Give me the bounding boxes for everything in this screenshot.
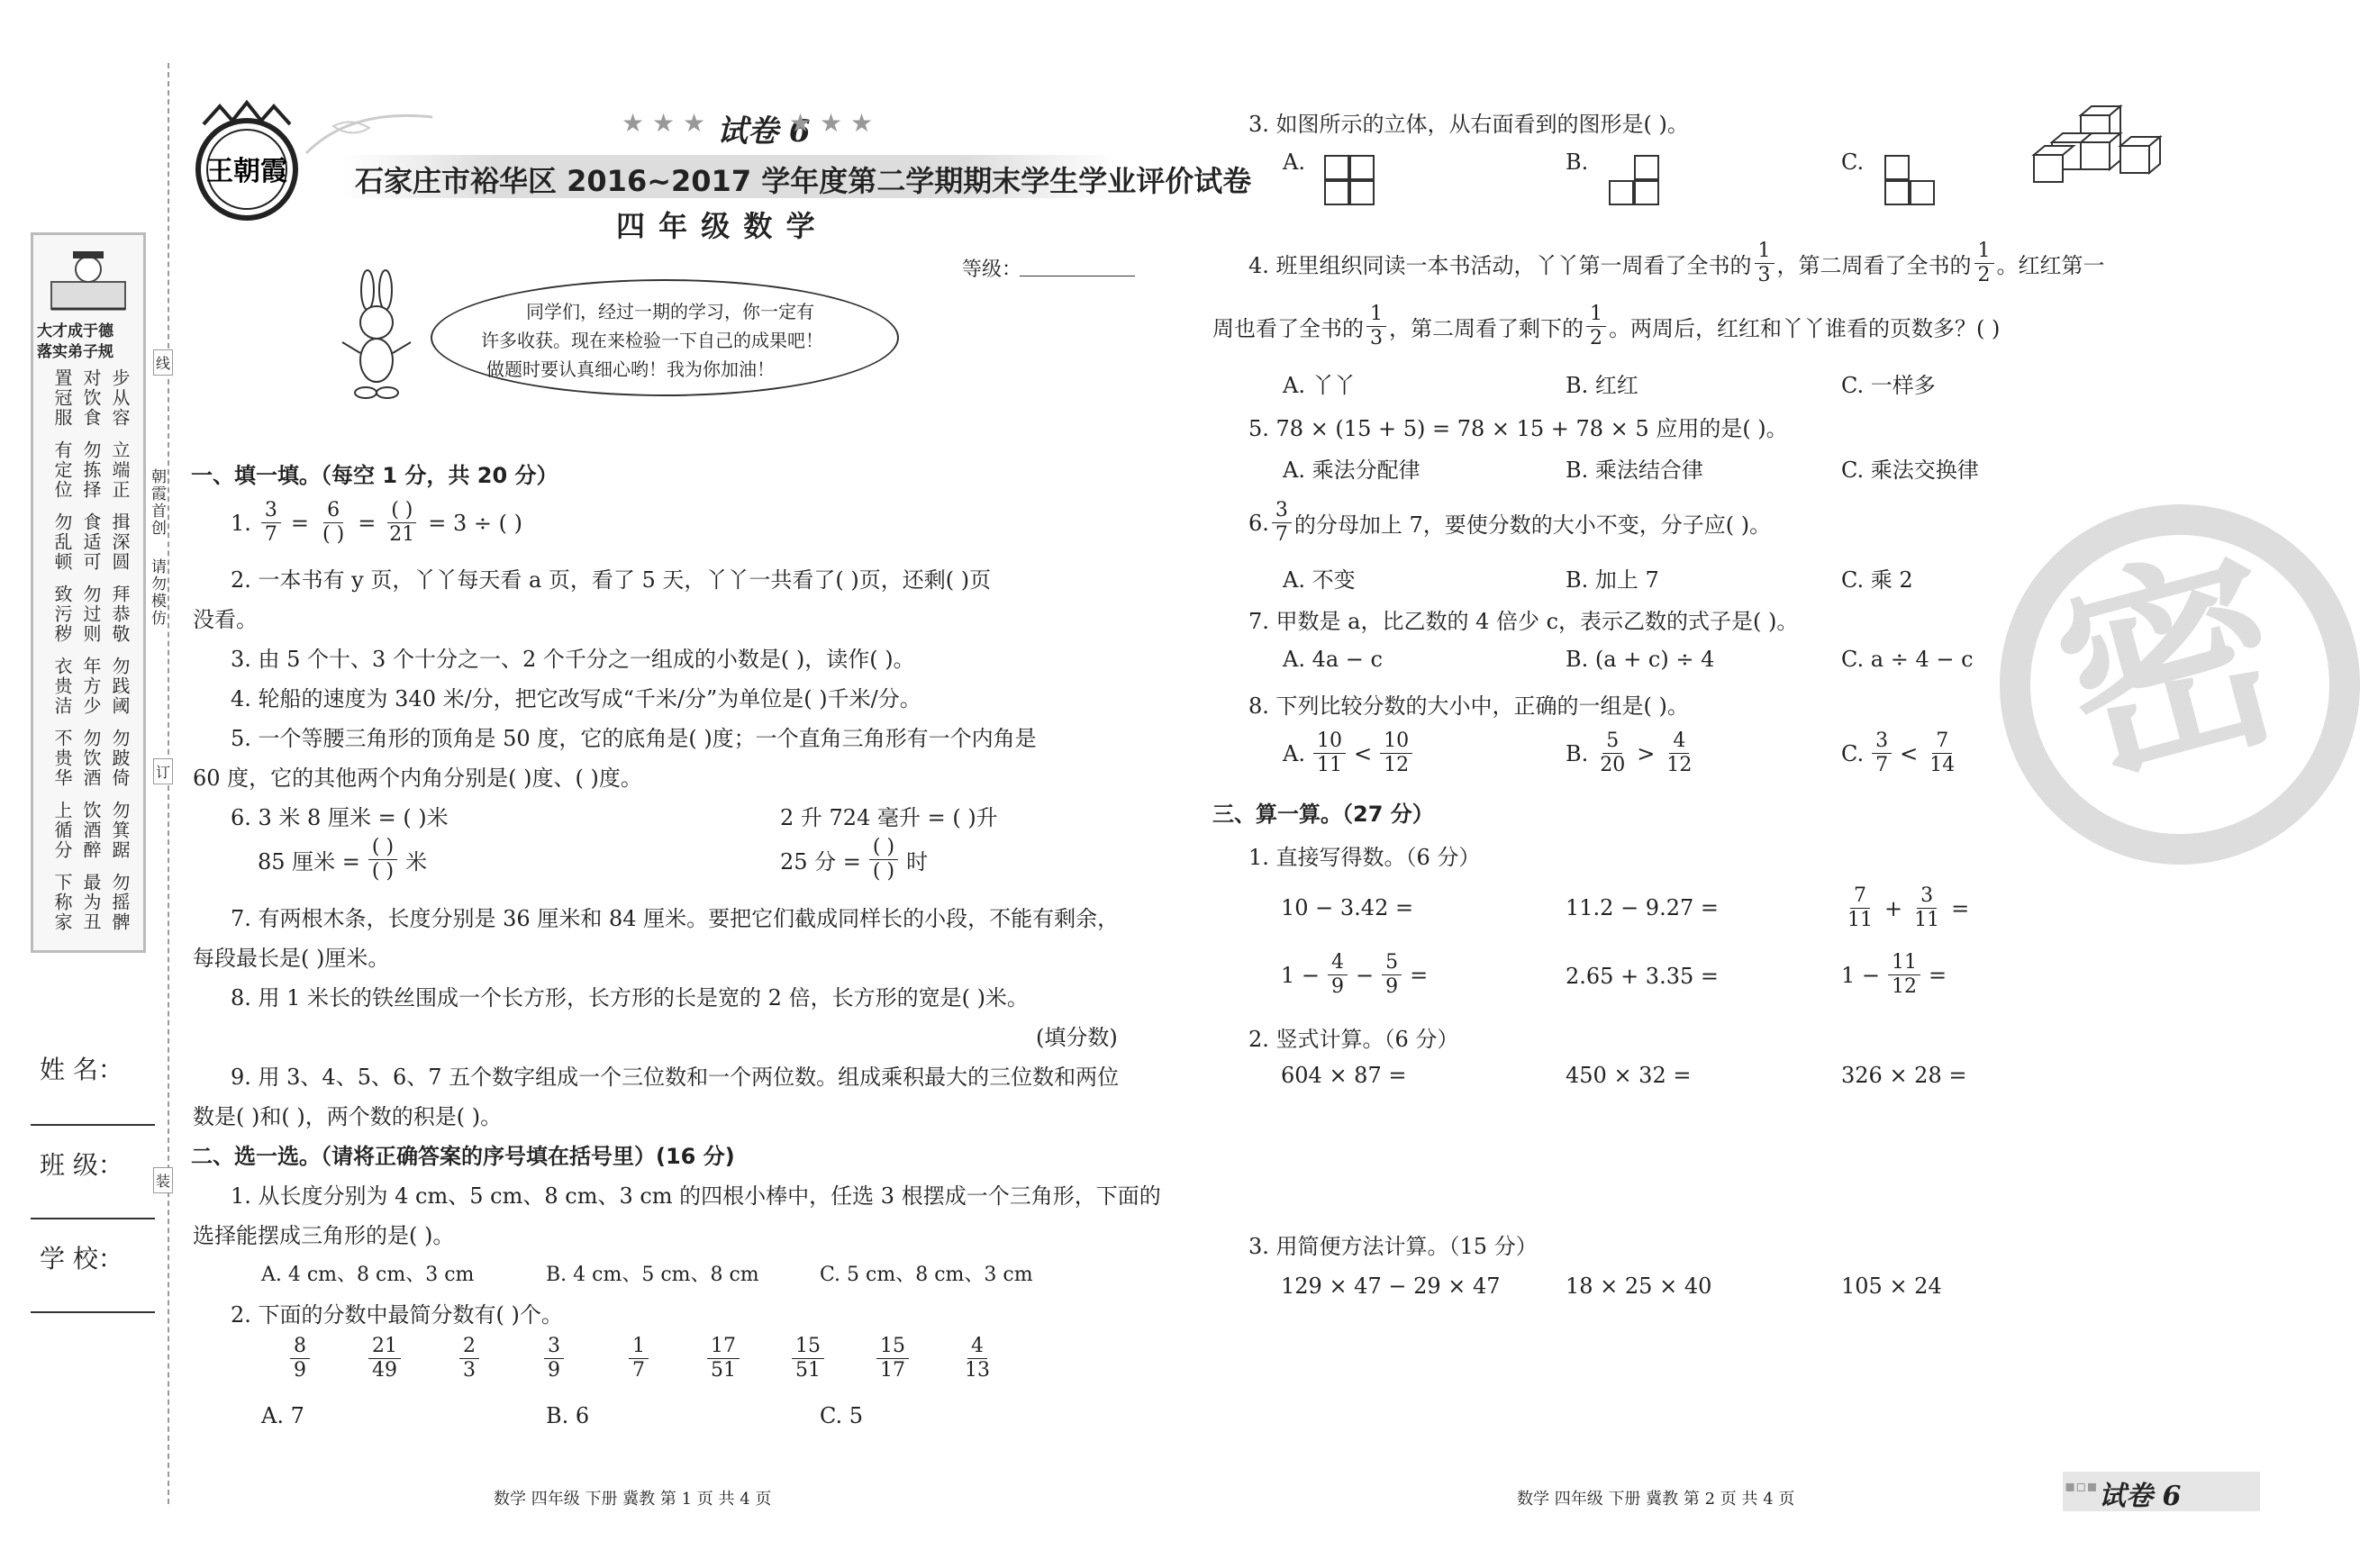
- sidebar-di-zi-gui: [31, 232, 146, 953]
- fraction: [260, 1337, 340, 1381]
- option-2-2-c[interactable]: C. 5: [820, 1403, 864, 1428]
- q6-number: 6.: [1248, 510, 1269, 536]
- q4-text-d: 周也看了全书的: [1212, 316, 1364, 341]
- fraction[interactable]: [386, 501, 418, 545]
- section3-heading: 三、算一算。（27 分）: [1212, 802, 1434, 827]
- calc-2: 11.2 − 9.27 =: [1566, 895, 1719, 920]
- denominator: 9: [548, 1359, 560, 1382]
- numerator: 4: [1328, 953, 1348, 975]
- denominator: 9: [1385, 975, 1399, 998]
- question-2-5: 5. 78 × (15 + 5) = 78 × 15 + 78 × 5 应用的是( )。: [1248, 416, 1788, 441]
- question-2-4-line2: [1212, 304, 2000, 349]
- side-note-original: 朝霞首创: [148, 468, 166, 537]
- numerator: 4: [1669, 731, 1689, 754]
- numerator: 3: [544, 1337, 564, 1359]
- simplify-calc-1: 129 × 47 − 29 × 47: [1281, 1273, 1501, 1299]
- denominator: 12: [1892, 975, 1918, 998]
- q4-text-a: 4. 班里组织同读一本书活动，丫丫第一周看了全书的: [1248, 253, 1752, 278]
- denominator: 3: [1370, 327, 1383, 349]
- option-2-3-a-label[interactable]: A.: [1283, 150, 1305, 175]
- denominator: 2: [1977, 264, 1991, 286]
- numerator: 6: [323, 501, 343, 523]
- q4-text-e: ，第二周看了剩下的: [1389, 316, 1584, 341]
- fraction: [1844, 886, 1876, 930]
- stars-left: ★ ★ ★: [622, 108, 706, 138]
- fraction: [1313, 731, 1346, 775]
- q6c-unit: 米: [405, 849, 428, 875]
- numerator: 1: [1586, 304, 1606, 327]
- denominator: 13: [965, 1359, 990, 1382]
- rule-20: 饮酒醉: [80, 801, 102, 860]
- fraction: [853, 1337, 932, 1381]
- numerator: 1: [1974, 241, 1994, 264]
- numerator: 3: [1917, 886, 1937, 909]
- numerator: 5: [1602, 731, 1622, 754]
- question-1-7-line1: 7. 有两根木条，长度分别是 36 厘米和 84 厘米。要把它们截成同样长的小段，不能有剩余，: [231, 906, 1120, 931]
- fraction: [1272, 501, 1292, 545]
- option-2-1-a[interactable]: A. 4 cm、8 cm、3 cm: [261, 1264, 475, 1286]
- numerator: 1: [1755, 241, 1775, 264]
- school-field-label: 学 校：: [40, 1244, 123, 1273]
- sidebar-rules: [51, 368, 132, 945]
- question-1-5-line1: 5. 一个等腰三角形的顶角是 50 度，它的底角是( )度；一个直角三角形有一个内角是: [231, 726, 1037, 751]
- question-2-1-line2: 选择能摆成三角形的是( )。: [193, 1223, 455, 1248]
- minus-sign: −: [1356, 962, 1375, 988]
- option-2-6-c[interactable]: C. 乘 2: [1841, 567, 1913, 593]
- fraction: [1926, 731, 1958, 775]
- numerator: 15: [876, 1337, 909, 1359]
- fraction[interactable]: [319, 501, 348, 545]
- rule-16: 勿跛倚: [109, 729, 131, 788]
- fraction: [1911, 886, 1943, 930]
- question-2-2: 2. 下面的分数中最简分数有( )个。: [231, 1302, 563, 1328]
- option-label: A.: [1283, 740, 1305, 766]
- calc4-prefix: 1 −: [1281, 962, 1321, 988]
- option-label: C.: [1841, 740, 1865, 766]
- subject-title: 四 年 级 数 学: [616, 209, 817, 243]
- vertical-calc-3: 326 × 28 =: [1841, 1063, 1967, 1088]
- rule-2: 对饮食: [80, 368, 102, 428]
- rule-13: 勿践阈: [109, 657, 131, 716]
- q2-fraction-list: [258, 1337, 1020, 1381]
- section3-sub2: 2. 竖式计算。（6 分）: [1248, 1027, 1459, 1052]
- equals-sign: =: [1410, 962, 1429, 988]
- question-1-4: 4. 轮船的速度为 340 米/分，把它改写成“千米/分”为单位是( )千米/分。: [231, 686, 921, 711]
- rule-24: 下称家: [51, 873, 73, 932]
- numerator: 11: [1888, 953, 1920, 975]
- exam-title: 石家庄市裕华区 2016~2017 学年度第二学期期末学生学业评价试卷: [355, 164, 1252, 198]
- fraction-blank[interactable]: [368, 838, 397, 882]
- q6c-label: 85 厘米 =: [258, 849, 360, 875]
- q4-text-c: 。红红第一: [1996, 253, 2105, 278]
- question-2-7: 7. 甲数是 a，比乙数的 4 倍少 c，表示乙数的式子是( )。: [1248, 609, 1799, 634]
- option-2-8-c[interactable]: [1841, 731, 1961, 775]
- question-2-8: 8. 下列比较分数的大小中，正确的一组是( )。: [1248, 693, 1689, 719]
- option-2-5-b[interactable]: B. 乘法结合律: [1566, 458, 1703, 483]
- option-2-4-a[interactable]: A. 丫丫: [1283, 373, 1356, 398]
- denominator: 3: [463, 1359, 476, 1382]
- question-1-9-line2: 数是( )和( )，两个数的积是( )。: [193, 1104, 503, 1129]
- denominator: 9: [1331, 975, 1345, 998]
- bubble-line-3: 做题时要认真细心哟！我为你加油！: [486, 358, 775, 380]
- scholar-illustration: [33, 244, 143, 316]
- denominator: 9: [294, 1359, 306, 1382]
- option-2-3-b-label[interactable]: B.: [1566, 150, 1589, 175]
- question-1-3: 3. 由 5 个十、3 个十分之一、2 个千分之一组成的小数是( )，读作( )。: [231, 647, 915, 672]
- rule-17: 勿饮酒: [80, 729, 102, 788]
- denominator: 14: [1929, 754, 1956, 776]
- calc-6: [1841, 953, 1947, 997]
- question-2-6: [1248, 501, 1771, 545]
- fraction: [261, 501, 281, 545]
- question-1-9-line1: 9. 用 3、4、5、6、7 五个数字组成一个三位数和一个两位数。组成乘积最大的三位数和两位: [231, 1065, 1120, 1090]
- q6d-unit: 时: [906, 849, 929, 875]
- numerator: 2: [459, 1337, 479, 1359]
- section3-sub1: 1. 直接写得数。（6 分）: [1248, 845, 1481, 870]
- denominator: 20: [1600, 754, 1626, 776]
- q4-text-b: ，第二周看了全书的: [1776, 253, 1972, 278]
- denominator: 49: [372, 1359, 397, 1382]
- option-2-1-c[interactable]: C. 5 cm、8 cm、3 cm: [820, 1264, 1033, 1286]
- cut-mark-ding: 订: [153, 758, 173, 784]
- option-2-7-b[interactable]: B. (a + c) ÷ 4: [1566, 647, 1715, 672]
- denominator: 7: [632, 1359, 645, 1382]
- numerator: 10: [1313, 731, 1346, 754]
- option-2-4-c[interactable]: C. 一样多: [1841, 373, 1936, 398]
- calc-1: 10 − 3.42 =: [1281, 895, 1414, 920]
- option-2-5-a[interactable]: A. 乘法分配律: [1283, 458, 1421, 483]
- numerator: 1: [629, 1337, 649, 1359]
- q6d-label: 25 分 =: [780, 849, 861, 875]
- denominator: 7: [264, 523, 277, 546]
- question-1-8-note: (填分数): [1036, 1025, 1118, 1050]
- denominator: 12: [1666, 754, 1693, 776]
- fraction: [1586, 304, 1606, 349]
- rule-11: 勿过则: [80, 585, 102, 644]
- fraction: [599, 1337, 678, 1381]
- denominator: 2: [1590, 327, 1602, 349]
- option-2-7-c[interactable]: C. a ÷ 4 − c: [1841, 647, 1974, 672]
- bubble-line-1: 同学们，经过一期的学习，你一定有: [526, 301, 814, 322]
- rule-3: 置冠服: [51, 368, 73, 428]
- question-2-4-line1: [1248, 241, 2105, 286]
- numerator-blank[interactable]: ( ): [368, 838, 397, 860]
- numerator: 3: [261, 501, 281, 523]
- cut-mark-zhuang: 装: [153, 1167, 173, 1193]
- vertical-calc-1: 604 × 87 =: [1281, 1063, 1407, 1088]
- option-2-5-c[interactable]: C. 乘法交换律: [1841, 458, 1979, 483]
- fraction: [938, 1337, 1017, 1381]
- option-2-7-a[interactable]: A. 4a − c: [1283, 647, 1383, 672]
- denominator: 12: [1384, 754, 1410, 776]
- question-1-6b: 2 升 724 毫升 = ( )升: [780, 805, 998, 830]
- section2-heading: 二、选一选。（请将正确答案的序号填在括号里）(16 分): [191, 1144, 735, 1169]
- rule-5: 勿拣择: [80, 440, 102, 500]
- numerator: 15: [792, 1337, 824, 1359]
- footer-left: 数学 四年级 下册 冀教 第 1 页 共 4 页: [494, 1490, 772, 1509]
- question-1-6d: [780, 838, 928, 882]
- question-1-6c: [258, 838, 427, 882]
- sidebar-title-2: 落实弟子规: [37, 343, 113, 361]
- denominator: 7: [1275, 523, 1288, 546]
- option-2-8-a[interactable]: [1283, 731, 1415, 775]
- numerator: 10: [1380, 731, 1412, 754]
- question-1-5-line2: 60 度，它的其他两个内角分别是( )度、( )度。: [193, 766, 642, 791]
- denominator-blank[interactable]: ( ): [322, 523, 345, 546]
- fraction-blank[interactable]: [869, 838, 898, 882]
- fraction: [430, 1337, 509, 1381]
- calc-5: 2.65 + 3.35 =: [1566, 964, 1719, 989]
- question-1-7-line2: 每段最长是( )厘米。: [193, 946, 390, 971]
- denominator-blank[interactable]: ( ): [872, 860, 895, 883]
- numerator: 7: [1932, 731, 1952, 754]
- fraction: [345, 1337, 424, 1381]
- denominator: 11: [1316, 754, 1342, 776]
- grade-label: 等级：: [962, 258, 1022, 281]
- q1-number: 1.: [231, 510, 251, 536]
- denominator: 11: [1914, 909, 1940, 931]
- footer-squares: ▪▫▪: [2065, 1477, 2098, 1496]
- rule-4: 立端正: [109, 440, 131, 500]
- sidebar-title-1: 大才成于德: [37, 322, 113, 340]
- denominator-blank[interactable]: ( ): [371, 860, 395, 883]
- question-1-2-line2: 没看。: [193, 607, 258, 632]
- simplify-calc-2: 18 × 25 × 40: [1566, 1273, 1712, 1299]
- class-field-label: 班 级：: [40, 1150, 123, 1180]
- q6-text: 的分母加上 7，要使分数的大小不变，分子应( )。: [1293, 512, 1772, 538]
- equals-sign: =: [1951, 895, 1970, 921]
- rule-14: 年方少: [80, 657, 102, 716]
- fraction: [514, 1337, 594, 1381]
- rule-19: 勿箕踞: [109, 801, 131, 860]
- rule-9: 勿乱顿: [51, 512, 73, 572]
- question-2-1-line1: 1. 从长度分别为 4 cm、5 cm、8 cm、3 cm 的四根小棒中，任选 3 根摆成一个三角形，下面的: [231, 1183, 1161, 1209]
- fraction: [768, 1337, 848, 1381]
- brand-name-text: 王朝霞: [206, 156, 287, 187]
- comparison-sign: <: [1900, 740, 1919, 766]
- fraction: [1328, 953, 1348, 997]
- numerator: 4: [967, 1337, 987, 1359]
- q4-text-f: 。两周后，红红和丫丫谁看的页数多？( ): [1609, 316, 2001, 341]
- fraction: [1366, 304, 1386, 349]
- rule-1: 步从容: [109, 368, 131, 428]
- fraction: [1755, 241, 1775, 286]
- numerator: 21: [368, 1337, 401, 1359]
- numerator: 5: [1382, 953, 1402, 975]
- footer-tag: 试卷 6: [2099, 1481, 2182, 1512]
- question-1-8: 8. 用 1 米长的铁丝围成一个长方形，长方形的长是宽的 2 倍，长方形的宽是( )米。: [231, 985, 1029, 1011]
- question-2-3: 3. 如图所示的立体，从右面看到的图形是( )。: [1248, 112, 1689, 137]
- rule-21: 上循分: [51, 801, 73, 860]
- fraction: [684, 1337, 763, 1381]
- numerator: 8: [290, 1337, 310, 1359]
- fraction: [1888, 953, 1920, 997]
- option-2-2-a[interactable]: A. 7: [261, 1403, 304, 1428]
- denominator: 51: [795, 1359, 821, 1382]
- fraction: [1974, 241, 1994, 286]
- fraction: [1380, 731, 1412, 775]
- numerator: 3: [1872, 731, 1892, 754]
- fraction: [1663, 731, 1695, 775]
- fraction: [1872, 731, 1892, 775]
- denominator: 51: [711, 1359, 736, 1382]
- calc-4: [1281, 953, 1428, 997]
- rule-6: 有定位: [51, 440, 73, 500]
- option-2-1-b[interactable]: B. 4 cm、5 cm、8 cm: [546, 1264, 759, 1286]
- option-2-8-b[interactable]: [1566, 731, 1698, 775]
- denominator: 11: [1847, 909, 1873, 931]
- name-field-label: 姓 名：: [40, 1055, 123, 1084]
- denominator: 3: [1757, 264, 1771, 286]
- rule-15: 衣贵洁: [51, 657, 73, 716]
- name-field-line[interactable]: [31, 1124, 155, 1126]
- rabbit-illustration: [333, 270, 423, 405]
- bubble-line-2: 许多收获。现在来检验一下自己的成果吧！: [481, 330, 823, 351]
- side-note-no-copy: 请勿模仿: [148, 558, 166, 627]
- numerator: 7: [1850, 886, 1870, 909]
- confidential-seal-text: 密: [2033, 515, 2309, 818]
- q1-tail[interactable]: = 3 ÷ ( ): [428, 510, 523, 536]
- solid-figure: [2027, 101, 2207, 191]
- comparison-sign: <: [1353, 740, 1373, 766]
- section1-heading: 一、填一填。（每空 1 分，共 20 分）: [191, 463, 558, 488]
- denominator: 7: [1875, 754, 1889, 776]
- option-2-3-c-label[interactable]: C.: [1841, 150, 1865, 175]
- rule-22: 勿摇髀: [109, 873, 131, 932]
- option-label: B.: [1566, 740, 1589, 766]
- rule-18: 不贵华: [51, 729, 73, 788]
- numerator: 1: [1366, 304, 1386, 327]
- numerator: 17: [707, 1337, 740, 1359]
- numerator: 3: [1272, 501, 1292, 523]
- comparison-sign: >: [1637, 740, 1656, 766]
- class-field-line[interactable]: [31, 1218, 155, 1219]
- vertical-calc-2: 450 × 32 =: [1566, 1063, 1692, 1088]
- question-1-6a: 6. 3 米 8 厘米 = ( )米: [231, 805, 449, 830]
- question-1-2-line1: 2. 一本书有 y 页，丫丫每天看 a 页，看了 5 天，丫丫一共看了( )页，还剩( )页: [231, 567, 992, 593]
- rule-8: 食适可: [80, 512, 102, 572]
- equals-sign: =: [1929, 962, 1947, 988]
- calc-3: $\frac{7}{11}$ + $\frac{3}{11}$ =: [1841, 886, 1969, 930]
- numerator-blank[interactable]: ( ): [869, 838, 898, 860]
- paper-label: 试卷 6: [717, 113, 811, 150]
- rule-12: 致污秽: [51, 585, 73, 644]
- rule-10: 拜恭敬: [109, 585, 131, 644]
- stars-right: ★ ★ ★: [789, 108, 874, 138]
- question-1-1: 1. $\frac{3}{7}$ = $\frac{6}{( )}$ = $\frac{( )}{21}$ = 3 ÷ ( ): [231, 499, 523, 546]
- option-2-6-a[interactable]: A. 不变: [1283, 567, 1356, 593]
- section3-sub3: 3. 用简便方法计算。（15 分）: [1248, 1234, 1538, 1259]
- option-2-6-b[interactable]: B. 加上 7: [1566, 567, 1659, 593]
- calc6-prefix: 1 −: [1841, 962, 1881, 988]
- denominator: 21: [389, 523, 415, 546]
- footer-right: 数学 四年级 下册 冀教 第 2 页 共 4 页: [1517, 1490, 1795, 1509]
- denominator: 17: [880, 1359, 905, 1382]
- fraction: [1596, 731, 1629, 775]
- option-2-2-b[interactable]: B. 6: [546, 1403, 590, 1428]
- simplify-calc-3: 105 × 24: [1841, 1273, 1942, 1299]
- cut-mark-xian: 线: [153, 349, 173, 376]
- rule-7: 揖深圆: [109, 512, 131, 572]
- school-field-line[interactable]: [31, 1311, 155, 1313]
- rule-23: 最为丑: [80, 873, 102, 932]
- option-2-4-b[interactable]: B. 红红: [1566, 373, 1638, 398]
- numerator-blank[interactable]: ( ): [387, 501, 416, 523]
- fraction: [1382, 953, 1402, 997]
